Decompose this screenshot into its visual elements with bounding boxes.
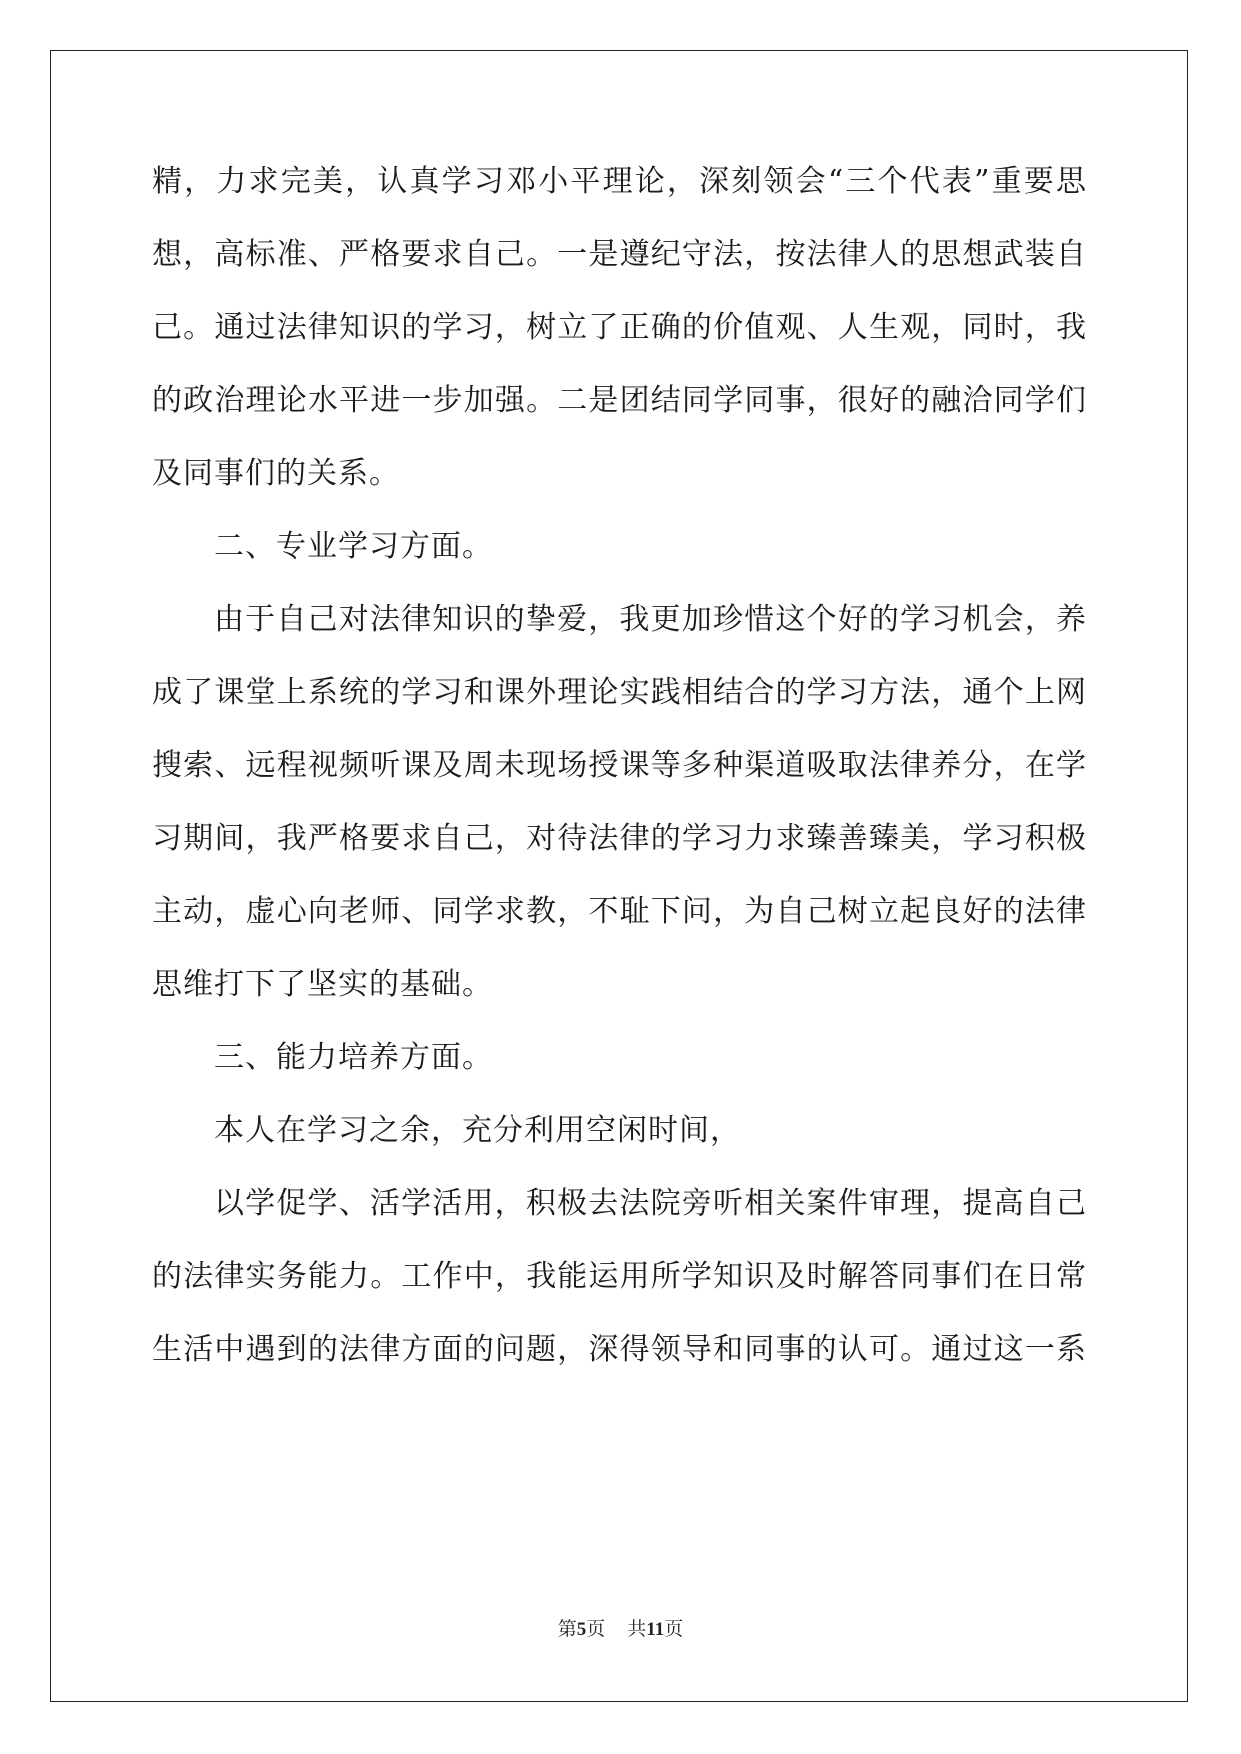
text-line: 搜索、远程视频听课及周未现场授课等多种渠道吸取法律养分，在学 bbox=[152, 748, 1087, 783]
text-line: 思维打下了坚实的基础。 bbox=[152, 967, 493, 1002]
section-heading: 二、专业学习方面。 bbox=[214, 529, 493, 564]
page-border bbox=[50, 50, 1188, 1702]
text-line: 的法律实务能力。工作中，我能运用所学知识及时解答同事们在日常 bbox=[152, 1259, 1087, 1294]
text-line: 想，高标准、严格要求自己。一是遵纪守法，按法律人的思想武装自 bbox=[152, 237, 1087, 272]
total-label-suffix: 页 bbox=[664, 1619, 684, 1640]
text-line: 主动，虚心向老师、同学求教，不耻下问，为自己树立起良好的法律 bbox=[152, 894, 1087, 929]
text-line: 及同事们的关系。 bbox=[152, 456, 400, 491]
total-label-prefix: 共 bbox=[627, 1619, 647, 1640]
text-line: 生活中遇到的法律方面的问题，深得领导和同事的认可。通过这一系 bbox=[152, 1332, 1087, 1367]
text-line: 以学促学、活学活用，积极去法院旁听相关案件审理，提高自己 bbox=[214, 1186, 1087, 1221]
page-number: 5 bbox=[576, 1619, 587, 1640]
total-pages: 11 bbox=[646, 1619, 665, 1640]
page-label-suffix: 页 bbox=[586, 1619, 606, 1640]
page-label-prefix: 第 bbox=[557, 1619, 577, 1640]
text-line: 本人在学习之余，充分利用空闲时间， bbox=[214, 1113, 741, 1148]
section-heading: 三、能力培养方面。 bbox=[214, 1040, 493, 1075]
text-line: 成了课堂上系统的学习和课外理论实践相结合的学习方法，通个上网 bbox=[152, 675, 1087, 710]
text-line: 己。通过法律知识的学习，树立了正确的价值观、人生观，同时，我 bbox=[152, 310, 1087, 345]
text-line: 的政治理论水平进一步加强。二是团结同学同事，很好的融洽同学们 bbox=[152, 383, 1087, 418]
page-footer bbox=[0, 1614, 1241, 1641]
text-line: 精，力求完美，认真学习邓小平理论，深刻领会“三个代表”重要思 bbox=[152, 164, 1087, 199]
text-line: 习期间，我严格要求自己，对待法律的学习力求臻善臻美，学习积极 bbox=[152, 821, 1087, 856]
text-line: 由于自己对法律知识的挚爱，我更加珍惜这个好的学习机会，养 bbox=[214, 602, 1087, 637]
